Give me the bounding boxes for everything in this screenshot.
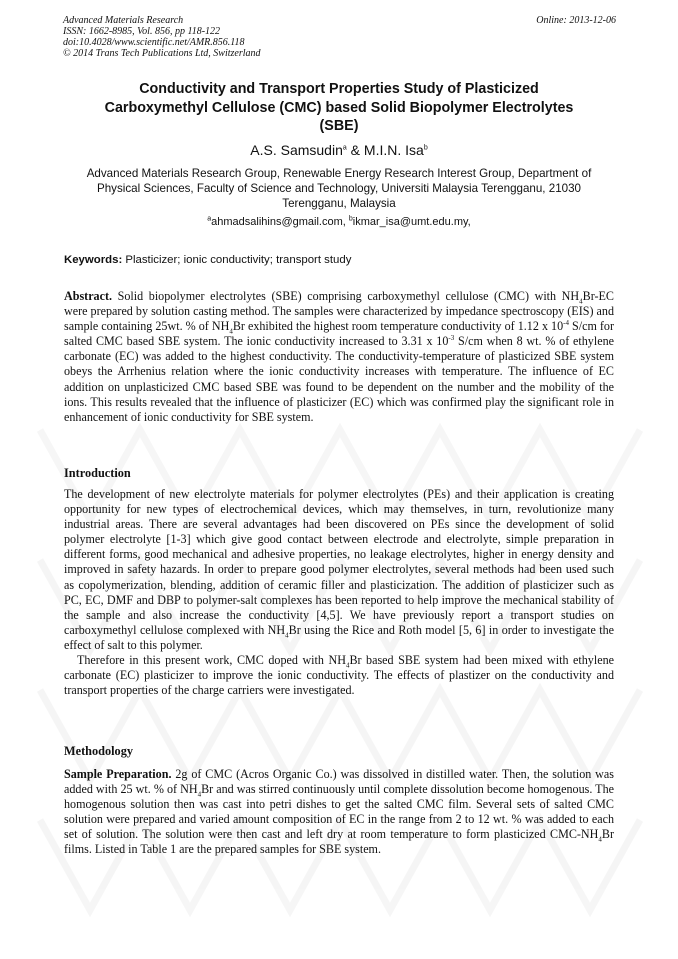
paper-title [58,80,620,136]
paragraph-text: Br based SBE system had been mixed with ethylene carbonate (EC) plasticizer to improve the ionic conductivity. The effects of plastizer on the conductivity and transport properties of the charge carriers were investigated. [64,653,614,698]
email-b-mark: b [348,215,353,223]
journal-name: Advanced Materials Research [63,15,184,26]
subscript: 4 [197,790,202,799]
author-joiner: & [346,142,364,158]
paragraph-text: 2g of CMC (Acros Organic Co.) was dissolved in distilled water. Then, the solution was added with 25 wt. % of NH [64,767,614,797]
affiliation-line-2: Physical Sciences, Faculty of Science and Technology, Universiti Malaysia Terengganu, 21030 [97,182,581,195]
abstract-label: Abstract. [64,289,113,303]
introduction-paragraph-1 [64,487,614,653]
subscript: 4 [285,631,289,640]
title-line-2: Carboxymethyl Cellulose (CMC) based Solid Biopolymer Electrolytes [104,99,574,116]
issn-line: ISSN: 1662-8985, Vol. 856, pp 118-122 [63,26,221,37]
subscript: 4 [229,327,233,336]
paragraph-text: Therefore in this present work, CMC doped with NH [77,653,346,668]
email-a[interactable]: ahmadsalihins@gmail.com, [211,216,349,228]
keywords-label: Keywords: [64,254,123,266]
abstract-text: Solid biopolymer electrolytes (SBE) comprising carboxymethyl cellulose (CMC) with NH [112,289,580,303]
publication-metadata [63,15,261,59]
email-b[interactable]: ikmar_isa@umt.edu.my, [352,216,471,228]
abstract-text: Br exhibited the highest room temperature conductivity of 1.12 x 10 [232,319,564,334]
title-line-3: (SBE) [319,118,359,134]
superscript: -3 [448,334,455,343]
affiliation [58,166,620,211]
keywords [64,253,614,267]
methodology-heading: Methodology [64,744,133,758]
author-emails [58,215,620,229]
sample-preparation-label: Sample Preparation. [64,767,172,781]
author-1-affil-mark: a [342,144,347,152]
doi-line: doi:10.4028/www.scientific.net/AMR.856.118 [63,37,245,48]
online-date: Online: 2013-12-06 [536,15,616,26]
introduction-heading: Introduction [64,466,131,480]
abstract [64,289,614,425]
author-1: A.S. Samsudin [250,142,343,158]
abstract-text: S/cm when 8 wt. % of ethylene carbonate (EC) was added to the highest conductivity. The conductivity-temperature of plasticized SBE system obeys the Arrhenius relation where the ionic conductivity increases with temperature. The influence of EC addition on unplasticized CMC based SBE was found to be dependent on the number and the mobility of the ions. This results revealed that the influence of plasticizer (EC) which was confirmed play the significant role in enhancement of ionic conductivity for SBE system. [64,334,614,424]
subscript: 4 [579,297,583,306]
title-line-1: Conductivity and Transport Properties Study of Plasticized [139,81,539,97]
superscript: -4 [563,319,569,328]
keywords-text: Plasticizer; ionic conductivity; transport study [122,254,352,266]
author-2-affil-mark: b [423,144,428,152]
affiliation-line-1: Advanced Materials Research Group, Renewable Energy Research Interest Group, Department of [86,167,592,180]
paragraph-text: The development of new electrolyte materials for polymer electrolytes (PEs) and their application is creating opportunity for new types of electrochemical devices, which may themselves, in turn, revolutionize many industrial areas. There are several advantages had been discovered on PEs since the development of solid polymer electrolyte [1-3] which give good contact between electrode and electrolyte, simple preparation in different forms, good mechanical and adhesive properties, no leakage electrolytes, higher in energy density and improved in safety hazards. In order to prepare good polymer electrolytes, several methods had been used such as copolymerization, blending, addition of ceramic filler and plasticization. The addition of plasticizer such as PC, EC, DMF and DBP to polymer-salt complexes has been reported to help improve the mechanical stability of the sample and also increase the conductivity [4,5]. We have previously report a transport studies on carboxymethyl cellulose complexed with NH [64,487,614,637]
author-list [58,141,620,159]
abstract-text: Br-EC were prepared by solution casting method. The samples were characterized by impedance spectroscopy (EIS) and sample containing 25wt. % of NH [64,289,614,334]
introduction-paragraph-2 [64,653,614,698]
paragraph-text: Br films. Listed in Table 1 are the prepared samples for SBE system. [64,827,614,857]
affiliation-line-3: Terengganu, Malaysia [282,197,396,210]
methodology-body [64,767,614,858]
introduction-body [64,487,614,698]
subscript: 4 [345,661,350,670]
paragraph-text: Br using the Rice and Roth model [5, 6] in order to investigate the effect of salt to this polymer. [64,622,614,652]
author-2: M.I.N. Isa [363,142,424,158]
abstract-text: S/cm for salted CMC based SBE system. The ionic conductivity increased to 3.31 x 10 [64,319,615,349]
copyright-line: © 2014 Trans Tech Publications Ltd, Switzerland [63,48,261,59]
paragraph-text: Br and was stirred continuously until complete dissolution become homogenous. The homogenous solution then was cast into petri dishes to get the salted CMC film. Several sets of salted CMC solution were prepared and varied amount composition of EC in the range from 2 to 12 wt. % was added to each set of solution. The solution were then cast and left dry at room temperature to form plasticized CMC-NH [64,782,614,842]
email-a-mark: a [207,215,212,223]
subscript: 4 [598,835,602,844]
